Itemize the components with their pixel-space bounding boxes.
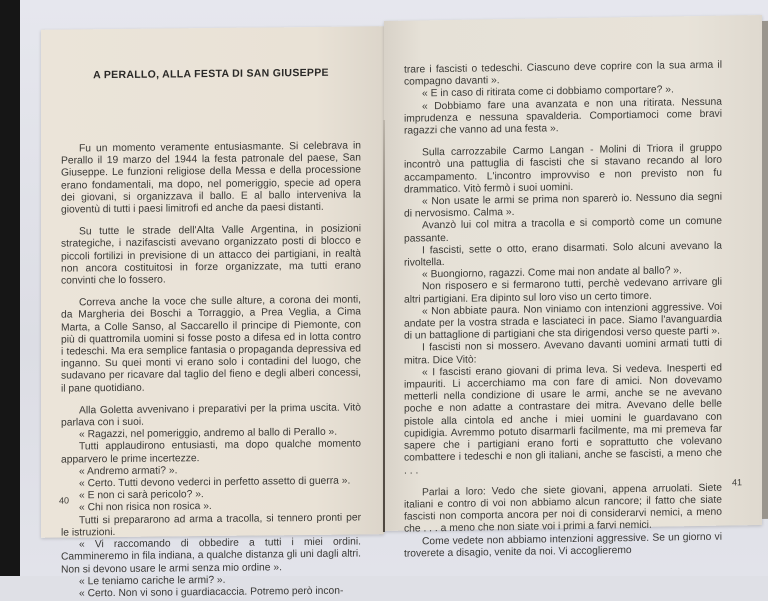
- paragraph: « E in caso di ritirata come ci dobbiamo comportare? ».: [422, 84, 674, 100]
- book-spine-staple-line: [383, 120, 385, 532]
- paragraph: « Certo. Non vi sono i guardiacaccia. Potremo però incon-: [79, 585, 344, 600]
- paragraph: Correva anche la voce che sulle alture, a corona dei monti, da Margheria dei Boschi a Torraggio, a Prea Veglia, a Cima Marta, a Colle Sanso, al Saccarello il principe di Piemonte, con più di quattromila uomini si fosse posto a difesa ed in lotta contro i tedeschi. Ma era semplice fantasia o propaganda depressiva ed inganno. Su quei monti vi erano solo i contadini del luogo, che sudavano per ricavare dal taglio del fieno e degli alberi concessi, il pane quotidiano.: [61, 294, 361, 395]
- paragraph: « I fascisti erano giovani di prima leva. Si vedeva. Inesperti ed impauriti. Li accerchiamo ma con fare di amici. Non dovevamo metterli nella condizione di usare le armi, anche se ne avevano poche e non adatte a contrastare dei mitra. Avevano delle belle pistole alla cintola ed anche i miei uomini le guardavano con cupidigia. Avremmo potuto disarmarli facilmente, ma mi premeva far sapere che i partigiani erano forti e soprattutto che volevano combattere i tedeschi e non gli italiani, anche se fascisti, a meno che . . .: [404, 362, 722, 477]
- paragraph: « Dobbiamo fare una avanzata e non una ritirata. Nessuna imprudenza e nessuna spavalderia. Comportiamoci come bravi ragazzi che vanno ad una festa ».: [404, 96, 722, 137]
- paragraph: I fascisti, sette o otto, erano disarmati. Solo alcuni avevano la rivoltella.: [404, 240, 722, 269]
- paragraph: « Non abbiate paura. Non viniamo con intenzioni aggressive. Voi andate per la vostra strada e lasciateci in pace. Siamo l'avanguardia di un battaglione di partigiani che sta dirigendosi verso queste parti ».: [404, 301, 722, 342]
- paragraph: Sulla carrozzabile Carmo Langan - Molini di Triora il gruppo incontrò una pattuglia di fascisti che si stavano recando al loro accampamento. L'incontro improvviso e non previsto non fu drammatico. Vitò fermò i suoi uomini.: [404, 142, 722, 196]
- paragraph-continuation: trare i fascisti o tedeschi. Ciascuno deve coprire con la sua arma il compagno davanti ».: [404, 59, 722, 88]
- left-page-body: [61, 140, 361, 600]
- paragraph: I fascisti non si mossero. Avevano davanti uomini armati tutti di mitra. Dice Vitò:: [404, 338, 722, 367]
- chapter-title: A PERALLO, ALLA FESTA DI SAN GIUSEPPE: [93, 66, 329, 82]
- left-page: [41, 26, 384, 600]
- paragraph: « Vi raccomando di obbedire a tutti i miei ordini. Cammineremo in fila indiana, a qualche distanza gli uni dagli altri. Non si devono usare le armi senza mio ordine ».: [61, 536, 361, 576]
- paragraph: « E non ci sarà pericolo? ».: [79, 489, 204, 502]
- paragraph: Fu un momento veramente entusiasmante. Si celebrava in Perallo il 19 marzo del 1944 la festa patronale del paese, San Giuseppe. Le funzioni religiose della Messa e della processione erano fondamentali, ma dopo, nel pomeriggio, specie ad opera dei giovani, si organizzava il ballo. E al ballo interveniva la gioventù di tutti i paesi limitrofi ed anche da paesi distanti.: [61, 140, 361, 216]
- right-page-body: [404, 60, 722, 561]
- paragraph: « Chi non risica non rosica ».: [79, 501, 212, 514]
- paragraph: Alla Goletta avvenivano i preparativi per la prima uscita. Vitò parlava con i suoi.: [61, 402, 361, 429]
- page-number: 41: [731, 477, 742, 488]
- paragraph: « Non usate le armi se prima non sparerò io. Nessuno dia segni di nervosismo. Calma ».: [404, 191, 722, 220]
- page-number: 40: [59, 495, 70, 506]
- dark-edge: [0, 0, 20, 576]
- paragraph: « Le teniamo cariche le armi? ».: [79, 574, 226, 588]
- paragraph: Parlai a loro: Vedo che siete giovani, appena arruolati. Siete italiani e contro di voi non abbiamo alcun rancore; il fatto che siate fascisti non comporta ancora per noi di considerarvi nemici, a meno che . . . a meno che non siate voi i primi a farvi nemici.: [404, 482, 722, 535]
- right-page: [384, 15, 762, 560]
- paragraph: « Andremo armati? ».: [79, 465, 178, 478]
- paragraph: « Certo. Tutti devono vederci in perfetto assetto di guerra ».: [79, 475, 351, 490]
- paragraph: « Buongiorno, ragazzi. Come mai non andate al ballo? ».: [422, 265, 682, 281]
- paragraph: « Ragazzi, nel pomeriggio, andremo al ballo di Perallo ».: [79, 426, 338, 441]
- paragraph: Come vedete non abbiamo intenzioni aggressive. Se un giorno vi troverete a disagio, venite da noi. Vi accoglieremo: [404, 531, 722, 560]
- paragraph: Tutti si prepararono ad arma a tracolla, si tennero pronti per le istruzioni.: [61, 512, 361, 539]
- paragraph: Avanzò lui col mitra a tracolla e si comportò come un comune passante.: [404, 216, 722, 245]
- paragraph: Tutti applaudirono entusiasti, ma dopo qualche momento apparvero le prime incertezze.: [61, 438, 361, 466]
- paragraph: Non risposero e si fermarono tutti, perchè vedevano arrivare gli altri partigiani. Era dipinto sul loro viso un certo timore.: [404, 277, 722, 306]
- paragraph: Su tutte le strade dell'Alta Valle Argentina, in posizioni strategiche, i nazifascisti avevano organizzato posti di blocco e piccoli fortilizi in previsione di un attacco dei partigiani, in realtà non ancora costituitosi in forze organizzate, ma tutti erano convinti che lo fossero.: [61, 223, 361, 287]
